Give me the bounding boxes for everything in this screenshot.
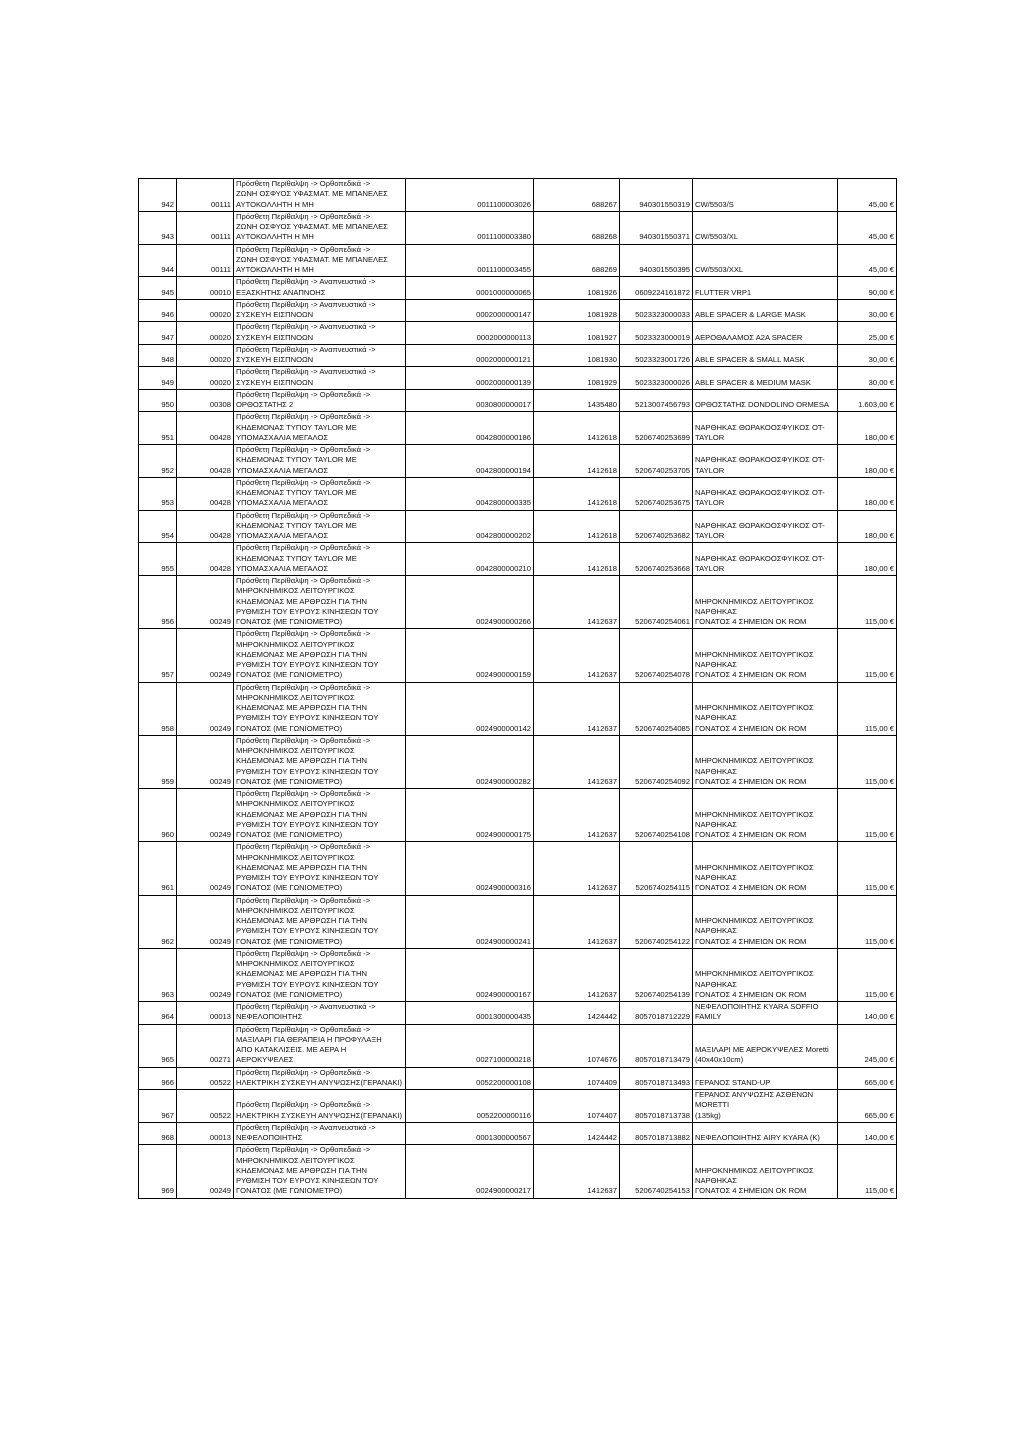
category-code: 00522 [177,1090,234,1123]
product-id: 1412637 [534,1145,620,1198]
category-code: 00428 [177,543,234,576]
product-name: ΜΗΡΟΚΝΗΜΙΚΟΣ ΛΕΙΤΟΥΡΓΙΚΟΣ ΝΑΡΘΗΚΑΣ ΓΟΝΑΤΟΣ 4 ΣΗΜΕΙΩΝ ΟΚ ROM [693,948,838,1001]
table-row [139,367,897,390]
product-id: 1412618 [534,477,620,510]
barcode: 5206740253705 [620,445,693,478]
category-code: 00522 [177,1067,234,1090]
row-number: 949 [139,367,177,390]
category-code: 00249 [177,842,234,895]
barcode: 5206740254122 [620,895,693,948]
product-name: ΓΕΡΑΝΟΣ STAND-UP [693,1067,838,1090]
product-id: 1412618 [534,510,620,543]
product-name: ΓΕΡΑΝΟΣ ΑΝΥΨΩΣΗΣ ΑΣΘΕΝΩΝ MORETTI (135kg) [693,1090,838,1123]
product-id: 1412637 [534,895,620,948]
product-name: ΜΗΡΟΚΝΗΜΙΚΟΣ ΛΕΙΤΟΥΡΓΙΚΟΣ ΝΑΡΘΗΚΑΣ ΓΟΝΑΤΟΣ 4 ΣΗΜΕΙΩΝ ΟΚ ROM [693,842,838,895]
price: 115,00 € [838,682,897,735]
category-description: Πρόσθετη Περίθαλψη -> Ορθοπεδικά -> ΚΗΔΕΜΟΝΑΣ ΤΥΠΟΥ TAYLOR ΜΕ ΥΠΟΜΑΣΧΑΛΙΑ ΜΕΓΑΛΟΣ [234,477,406,510]
table-row [139,1067,897,1090]
price: 45,00 € [838,179,897,212]
category-code: 00020 [177,367,234,390]
category-code: 00428 [177,477,234,510]
eopyy-code: 0024900000142 [406,682,534,735]
barcode: 5206740253668 [620,543,693,576]
product-id: 688267 [534,179,620,212]
row-number: 959 [139,735,177,788]
price: 115,00 € [838,629,897,682]
category-code: 00428 [177,412,234,445]
row-number: 968 [139,1122,177,1145]
eopyy-code: 0002000000139 [406,367,534,390]
table-row [139,543,897,576]
row-number: 963 [139,948,177,1001]
barcode: 8057018713882 [620,1122,693,1145]
product-id: 688268 [534,211,620,244]
product-id: 1412637 [534,842,620,895]
row-number: 953 [139,477,177,510]
product-name: ΜΗΡΟΚΝΗΜΙΚΟΣ ΛΕΙΤΟΥΡΓΙΚΟΣ ΝΑΡΘΗΚΑΣ ΓΟΝΑΤΟΣ 4 ΣΗΜΕΙΩΝ ΟΚ ROM [693,735,838,788]
category-description: Πρόσθετη Περίθαλψη -> Ορθοπεδικά -> ΚΗΔΕΜΟΝΑΣ ΤΥΠΟΥ TAYLOR ΜΕ ΥΠΟΜΑΣΧΑΛΙΑ ΜΕΓΑΛΟΣ [234,412,406,445]
category-code: 00020 [177,322,234,345]
table-row [139,277,897,300]
barcode: 5206740254061 [620,576,693,629]
row-number: 967 [139,1090,177,1123]
row-number: 962 [139,895,177,948]
eopyy-code: 0052200000108 [406,1067,534,1090]
category-description: Πρόσθετη Περίθαλψη -> Ορθοπεδικά -> ΚΗΔΕΜΟΝΑΣ ΤΥΠΟΥ TAYLOR ΜΕ ΥΠΟΜΑΣΧΑΛΙΑ ΜΕΓΑΛΟΣ [234,445,406,478]
barcode: 5206740254115 [620,842,693,895]
table-row [139,445,897,478]
table-row [139,322,897,345]
price: 180,00 € [838,510,897,543]
price: 140,00 € [838,1002,897,1025]
category-description: Πρόσθετη Περίθαλψη -> Αναπνευστικά -> ΝΕΦΕΛΟΠΟΙΗΤΗΣ [234,1002,406,1025]
category-description: Πρόσθετη Περίθαλψη -> Ορθοπεδικά -> ΗΛΕΚΤΡΙΚΗ ΣΥΣΚΕΥΗ ΑΝΥΨΩΣΗΣ(ΓΕΡΑΝΑΚΙ) [234,1090,406,1123]
eopyy-code: 0030800000017 [406,389,534,412]
product-id: 1074676 [534,1024,620,1067]
table-row [139,389,897,412]
price: 115,00 € [838,576,897,629]
category-description: Πρόσθετη Περίθαλψη -> Αναπνευστικά -> ΣΥΣΚΕΥΗ ΕΙΣΠΝΟΩΝ [234,344,406,367]
barcode: 8057018713738 [620,1090,693,1123]
category-description: Πρόσθετη Περίθαλψη -> Ορθοπεδικά -> ΜΗΡΟΚΝΗΜΙΚΟΣ ΛΕΙΤΟΥΡΓΙΚΟΣ ΚΗΔΕΜΟΝΑΣ ΜΕ ΑΡΘΡΩΣΗ ΓΙΑ ΤΗΝ ΡΥΘΜΙΣΗ ΤΟΥ ΕΥΡΟΥΣ ΚΙΝΗΣΕΩΝ ΤΟΥ ΓΟΝΑΤΟΣ (ΜΕ ΓΩΝΙΟΜΕΤΡΟ) [234,735,406,788]
eopyy-code: 0042800000194 [406,445,534,478]
eopyy-code: 0002000000147 [406,299,534,322]
category-description: Πρόσθετη Περίθαλψη -> Ορθοπεδικά -> ΜΗΡΟΚΝΗΜΙΚΟΣ ΛΕΙΤΟΥΡΓΙΚΟΣ ΚΗΔΕΜΟΝΑΣ ΜΕ ΑΡΘΡΩΣΗ ΓΙΑ ΤΗΝ ΡΥΘΜΙΣΗ ΤΟΥ ΕΥΡΟΥΣ ΚΙΝΗΣΕΩΝ ΤΟΥ ΓΟΝΑΤΟΣ (ΜΕ ΓΩΝΙΟΜΕΤΡΟ) [234,1145,406,1198]
category-description: Πρόσθετη Περίθαλψη -> Ορθοπεδικά -> ΜΗΡΟΚΝΗΜΙΚΟΣ ΛΕΙΤΟΥΡΓΙΚΟΣ ΚΗΔΕΜΟΝΑΣ ΜΕ ΑΡΘΡΩΣΗ ΓΙΑ ΤΗΝ ΡΥΘΜΙΣΗ ΤΟΥ ΕΥΡΟΥΣ ΚΙΝΗΣΕΩΝ ΤΟΥ ΓΟΝΑΤΟΣ (ΜΕ ΓΩΝΙΟΜΕΤΡΟ) [234,682,406,735]
eopyy-code: 0011100003455 [406,244,534,277]
row-number: 945 [139,277,177,300]
barcode: 8057018713479 [620,1024,693,1067]
row-number: 969 [139,1145,177,1198]
category-description: Πρόσθετη Περίθαλψη -> Ορθοπεδικά -> ΜΗΡΟΚΝΗΜΙΚΟΣ ΛΕΙΤΟΥΡΓΙΚΟΣ ΚΗΔΕΜΟΝΑΣ ΜΕ ΑΡΘΡΩΣΗ ΓΙΑ ΤΗΝ ΡΥΘΜΙΣΗ ΤΟΥ ΕΥΡΟΥΣ ΚΙΝΗΣΕΩΝ ΤΟΥ ΓΟΝΑΤΟΣ (ΜΕ ΓΩΝΙΟΜΕΤΡΟ) [234,629,406,682]
eopyy-code: 0001300000567 [406,1122,534,1145]
table-row [139,789,897,842]
category-code: 00111 [177,211,234,244]
row-number: 958 [139,682,177,735]
table-row [139,895,897,948]
product-id: 1074409 [534,1067,620,1090]
table-row [139,344,897,367]
price: 25,00 € [838,322,897,345]
table-row [139,735,897,788]
category-description: Πρόσθετη Περίθαλψη -> Αναπνευστικά -> ΕΞΑΣΚΗΤΗΣ ΑΝΑΠΝΟΗΣ [234,277,406,300]
row-number: 964 [139,1002,177,1025]
category-code: 00249 [177,895,234,948]
price: 665,00 € [838,1090,897,1123]
row-number: 966 [139,1067,177,1090]
table-row [139,412,897,445]
category-description: Πρόσθετη Περίθαλψη -> Ορθοπεδικά -> ΗΛΕΚΤΡΙΚΗ ΣΥΣΚΕΥΗ ΑΝΥΨΩΣΗΣ(ΓΕΡΑΝΑΚΙ) [234,1067,406,1090]
product-id: 1435480 [534,389,620,412]
category-code: 00428 [177,445,234,478]
product-name: FLUTTER VRP1 [693,277,838,300]
category-code: 00428 [177,510,234,543]
price: 30,00 € [838,299,897,322]
category-description: Πρόσθετη Περίθαλψη -> Ορθοπεδικά -> ΖΩΝΗ ΟΣΦΥΟΣ ΥΦΑΣΜΑΤ. ΜΕ ΜΠΑΝΕΛΕΣ ΑΥΤΟΚΟΛΛΗΤΗ Η ΜΗ [234,244,406,277]
price: 180,00 € [838,445,897,478]
price: 30,00 € [838,344,897,367]
price: 140,00 € [838,1122,897,1145]
product-id: 1412637 [534,789,620,842]
row-number: 954 [139,510,177,543]
table-row [139,211,897,244]
category-code: 00308 [177,389,234,412]
category-code: 00013 [177,1122,234,1145]
row-number: 943 [139,211,177,244]
row-number: 961 [139,842,177,895]
barcode: 8057018713493 [620,1067,693,1090]
category-code: 00249 [177,789,234,842]
product-id: 1412618 [534,543,620,576]
category-description: Πρόσθετη Περίθαλψη -> Ορθοπεδικά -> ΜΗΡΟΚΝΗΜΙΚΟΣ ΛΕΙΤΟΥΡΓΙΚΟΣ ΚΗΔΕΜΟΝΑΣ ΜΕ ΑΡΘΡΩΣΗ ΓΙΑ ΤΗΝ ΡΥΘΜΙΣΗ ΤΟΥ ΕΥΡΟΥΣ ΚΙΝΗΣΕΩΝ ΤΟΥ ΓΟΝΑΤΟΣ (ΜΕ ΓΩΝΙΟΜΕΤΡΟ) [234,576,406,629]
product-id: 1412637 [534,629,620,682]
product-name: ΝΑΡΘΗΚΑΣ ΘΩΡΑΚΟΟΣΦΥΙΚΟΣ OT-TAYLOR [693,445,838,478]
product-id: 1412637 [534,948,620,1001]
category-description: Πρόσθετη Περίθαλψη -> Αναπνευστικά -> ΝΕΦΕΛΟΠΟΙΗΤΗΣ [234,1122,406,1145]
category-description: Πρόσθετη Περίθαλψη -> Ορθοπεδικά -> ΜΗΡΟΚΝΗΜΙΚΟΣ ΛΕΙΤΟΥΡΓΙΚΟΣ ΚΗΔΕΜΟΝΑΣ ΜΕ ΑΡΘΡΩΣΗ ΓΙΑ ΤΗΝ ΡΥΘΜΙΣΗ ΤΟΥ ΕΥΡΟΥΣ ΚΙΝΗΣΕΩΝ ΤΟΥ ΓΟΝΑΤΟΣ (ΜΕ ΓΩΝΙΟΜΕΤΡΟ) [234,789,406,842]
product-id: 1424442 [534,1122,620,1145]
product-id: 1412618 [534,445,620,478]
product-name: ΟΡΘΟΣΤΑΤΗΣ DONDOLINO ORMESA [693,389,838,412]
eopyy-code: 0024900000175 [406,789,534,842]
barcode: 5206740254139 [620,948,693,1001]
row-number: 956 [139,576,177,629]
category-description: Πρόσθετη Περίθαλψη -> Ορθοπεδικά -> ΟΡΘΟΣΤΑΤΗΣ 2 [234,389,406,412]
table-row [139,948,897,1001]
product-name: ABLE SPACER & MEDIUM MASK [693,367,838,390]
eopyy-code: 0027100000218 [406,1024,534,1067]
eopyy-code: 0024900000159 [406,629,534,682]
category-description: Πρόσθετη Περίθαλψη -> Αναπνευστικά -> ΣΥΣΚΕΥΗ ΕΙΣΠΝΟΩΝ [234,322,406,345]
category-code: 00013 [177,1002,234,1025]
product-id: 1412637 [534,682,620,735]
category-description: Πρόσθετη Περίθαλψη -> Ορθοπεδικά -> ΚΗΔΕΜΟΝΑΣ ΤΥΠΟΥ TAYLOR ΜΕ ΥΠΟΜΑΣΧΑΛΙΑ ΜΕΓΑΛΟΣ [234,510,406,543]
eopyy-code: 0002000000113 [406,322,534,345]
eopyy-code: 0042800000202 [406,510,534,543]
eopyy-code: 0024900000266 [406,576,534,629]
category-description: Πρόσθετη Περίθαλψη -> Ορθοπεδικά -> ΜΗΡΟΚΝΗΜΙΚΟΣ ΛΕΙΤΟΥΡΓΙΚΟΣ ΚΗΔΕΜΟΝΑΣ ΜΕ ΑΡΘΡΩΣΗ ΓΙΑ ΤΗΝ ΡΥΘΜΙΣΗ ΤΟΥ ΕΥΡΟΥΣ ΚΙΝΗΣΕΩΝ ΤΟΥ ΓΟΝΑΤΟΣ (ΜΕ ΓΩΝΙΟΜΕΤΡΟ) [234,895,406,948]
table-row [139,477,897,510]
row-number: 960 [139,789,177,842]
category-description: Πρόσθετη Περίθαλψη -> Ορθοπεδικά -> ΖΩΝΗ ΟΣΦΥΟΣ ΥΦΑΣΜΑΤ. ΜΕ ΜΠΑΝΕΛΕΣ ΑΥΤΟΚΟΛΛΗΤΗ Η ΜΗ [234,211,406,244]
price: 180,00 € [838,477,897,510]
category-description: Πρόσθετη Περίθαλψη -> Αναπνευστικά -> ΣΥΣΚΕΥΗ ΕΙΣΠΝΟΩΝ [234,299,406,322]
product-name: ΜΑΞΙΛΑΡΙ ΜΕ ΑΕΡΟΚΥΨΕΛΕΣ Moretti (40x40x10cm) [693,1024,838,1067]
category-code: 00111 [177,179,234,212]
product-name: ΜΗΡΟΚΝΗΜΙΚΟΣ ΛΕΙΤΟΥΡΓΙΚΟΣ ΝΑΡΘΗΚΑΣ ΓΟΝΑΤΟΣ 4 ΣΗΜΕΙΩΝ ΟΚ ROM [693,576,838,629]
product-id: 1424442 [534,1002,620,1025]
table-row [139,1024,897,1067]
category-code: 00020 [177,344,234,367]
table-row [139,576,897,629]
barcode: 0609224161872 [620,277,693,300]
price: 115,00 € [838,789,897,842]
category-description: Πρόσθετη Περίθαλψη -> Ορθοπεδικά -> ΚΗΔΕΜΟΝΑΣ ΤΥΠΟΥ TAYLOR ΜΕ ΥΠΟΜΑΣΧΑΛΙΑ ΜΕΓΑΛΟΣ [234,543,406,576]
barcode: 5023323000033 [620,299,693,322]
row-number: 955 [139,543,177,576]
product-id: 1412637 [534,576,620,629]
eopyy-code: 0052200000116 [406,1090,534,1123]
category-description: Πρόσθετη Περίθαλψη -> Ορθοπεδικά -> ΜΗΡΟΚΝΗΜΙΚΟΣ ΛΕΙΤΟΥΡΓΙΚΟΣ ΚΗΔΕΜΟΝΑΣ ΜΕ ΑΡΘΡΩΣΗ ΓΙΑ ΤΗΝ ΡΥΘΜΙΣΗ ΤΟΥ ΕΥΡΟΥΣ ΚΙΝΗΣΕΩΝ ΤΟΥ ΓΟΝΑΤΟΣ (ΜΕ ΓΩΝΙΟΜΕΤΡΟ) [234,948,406,1001]
eopyy-code: 0024900000217 [406,1145,534,1198]
product-name: ABLE SPACER & LARGE MASK [693,299,838,322]
products-table [138,178,897,1199]
eopyy-code: 0024900000167 [406,948,534,1001]
product-name: ΝΕΦΕΛΟΠΟΙΗΤΗΣ AIRY KYARA (K) [693,1122,838,1145]
barcode: 5023323001726 [620,344,693,367]
category-description: Πρόσθετη Περίθαλψη -> Αναπνευστικά -> ΣΥΣΚΕΥΗ ΕΙΣΠΝΟΩΝ [234,367,406,390]
price: 90,00 € [838,277,897,300]
category-code: 00271 [177,1024,234,1067]
product-id: 1081928 [534,299,620,322]
row-number: 946 [139,299,177,322]
table-row [139,842,897,895]
category-description: Πρόσθετη Περίθαλψη -> Ορθοπεδικά -> ΖΩΝΗ ΟΣΦΥΟΣ ΥΦΑΣΜΑΤ. ΜΕ ΜΠΑΝΕΛΕΣ ΑΥΤΟΚΟΛΛΗΤΗ Η ΜΗ [234,179,406,212]
price: 115,00 € [838,842,897,895]
barcode: 940301550395 [620,244,693,277]
price: 245,00 € [838,1024,897,1067]
barcode: 5023323000019 [620,322,693,345]
table-row [139,1145,897,1198]
table-row [139,629,897,682]
product-name: CW/5503/S [693,179,838,212]
table-row [139,179,897,212]
row-number: 947 [139,322,177,345]
table-row [139,244,897,277]
row-number: 952 [139,445,177,478]
product-name: ΜΗΡΟΚΝΗΜΙΚΟΣ ΛΕΙΤΟΥΡΓΙΚΟΣ ΝΑΡΘΗΚΑΣ ΓΟΝΑΤΟΣ 4 ΣΗΜΕΙΩΝ ΟΚ ROM [693,682,838,735]
product-id: 688269 [534,244,620,277]
barcode: 8057018712229 [620,1002,693,1025]
eopyy-code: 0011100003380 [406,211,534,244]
category-code: 00249 [177,735,234,788]
category-code: 00020 [177,299,234,322]
product-id: 1081929 [534,367,620,390]
barcode: 940301550319 [620,179,693,212]
price: 180,00 € [838,543,897,576]
price: 115,00 € [838,948,897,1001]
price: 30,00 € [838,367,897,390]
category-code: 00249 [177,629,234,682]
product-id: 1412637 [534,735,620,788]
price: 45,00 € [838,211,897,244]
table-row [139,1090,897,1123]
eopyy-code: 0001000000065 [406,277,534,300]
table-body [139,179,897,1199]
product-name: ABLE SPACER & SMALL MASK [693,344,838,367]
product-name: ΝΕΦΕΛΟΠΟΙΗΤΗΣ KYARA SOFFIO FAMILY [693,1002,838,1025]
barcode: 5206740253699 [620,412,693,445]
table-row [139,1002,897,1025]
category-code: 00249 [177,1145,234,1198]
product-id: 1081927 [534,322,620,345]
eopyy-code: 0042800000335 [406,477,534,510]
barcode: 5206740254085 [620,682,693,735]
barcode: 5206740254108 [620,789,693,842]
barcode: 5206740254153 [620,1145,693,1198]
category-code: 00249 [177,948,234,1001]
product-name: ΝΑΡΘΗΚΑΣ ΘΩΡΑΚΟΟΣΦΥΙΚΟΣ OT-TAYLOR [693,543,838,576]
row-number: 965 [139,1024,177,1067]
product-name: CW/5503/XXL [693,244,838,277]
barcode: 5206740253675 [620,477,693,510]
price: 665,00 € [838,1067,897,1090]
product-name: ΜΗΡΟΚΝΗΜΙΚΟΣ ΛΕΙΤΟΥΡΓΙΚΟΣ ΝΑΡΘΗΚΑΣ ΓΟΝΑΤΟΣ 4 ΣΗΜΕΙΩΝ ΟΚ ROM [693,789,838,842]
eopyy-code: 0011100003026 [406,179,534,212]
product-name: CW/5503/XL [693,211,838,244]
product-name: ΝΑΡΘΗΚΑΣ ΘΩΡΑΚΟΟΣΦΥΙΚΟΣ OT-TAYLOR [693,510,838,543]
barcode: 5206740254078 [620,629,693,682]
price: 115,00 € [838,1145,897,1198]
row-number: 948 [139,344,177,367]
eopyy-code: 0024900000241 [406,895,534,948]
table-row [139,510,897,543]
barcode: 5206740253682 [620,510,693,543]
product-name: ΝΑΡΘΗΚΑΣ ΘΩΡΑΚΟΟΣΦΥΙΚΟΣ OT-TAYLOR [693,477,838,510]
table-row [139,682,897,735]
eopyy-code: 0001300000435 [406,1002,534,1025]
eopyy-code: 0024900000282 [406,735,534,788]
category-code: 00249 [177,576,234,629]
price: 45,00 € [838,244,897,277]
product-name: ΝΑΡΘΗΚΑΣ ΘΩΡΑΚΟΟΣΦΥΙΚΟΣ OT-TAYLOR [693,412,838,445]
price: 180,00 € [838,412,897,445]
product-name: ΜΗΡΟΚΝΗΜΙΚΟΣ ΛΕΙΤΟΥΡΓΙΚΟΣ ΝΑΡΘΗΚΑΣ ΓΟΝΑΤΟΣ 4 ΣΗΜΕΙΩΝ ΟΚ ROM [693,629,838,682]
eopyy-code: 0024900000316 [406,842,534,895]
row-number: 951 [139,412,177,445]
product-name: ΜΗΡΟΚΝΗΜΙΚΟΣ ΛΕΙΤΟΥΡΓΙΚΟΣ ΝΑΡΘΗΚΑΣ ΓΟΝΑΤΟΣ 4 ΣΗΜΕΙΩΝ ΟΚ ROM [693,1145,838,1198]
barcode: 5213007456793 [620,389,693,412]
row-number: 950 [139,389,177,412]
product-id: 1081926 [534,277,620,300]
product-id: 1081930 [534,344,620,367]
eopyy-code: 0042800000186 [406,412,534,445]
row-number: 944 [139,244,177,277]
price: 1.603,00 € [838,389,897,412]
row-number: 957 [139,629,177,682]
category-description: Πρόσθετη Περίθαλψη -> Ορθοπεδικά -> ΜΗΡΟΚΝΗΜΙΚΟΣ ΛΕΙΤΟΥΡΓΙΚΟΣ ΚΗΔΕΜΟΝΑΣ ΜΕ ΑΡΘΡΩΣΗ ΓΙΑ ΤΗΝ ΡΥΘΜΙΣΗ ΤΟΥ ΕΥΡΟΥΣ ΚΙΝΗΣΕΩΝ ΤΟΥ ΓΟΝΑΤΟΣ (ΜΕ ΓΩΝΙΟΜΕΤΡΟ) [234,842,406,895]
product-id: 1412618 [534,412,620,445]
eopyy-code: 0042800000210 [406,543,534,576]
product-name: ΑΕΡΟΘΑΛΑΜΟΣ Α2Α SPACER [693,322,838,345]
price: 115,00 € [838,735,897,788]
category-code: 00249 [177,682,234,735]
product-name: ΜΗΡΟΚΝΗΜΙΚΟΣ ΛΕΙΤΟΥΡΓΙΚΟΣ ΝΑΡΘΗΚΑΣ ΓΟΝΑΤΟΣ 4 ΣΗΜΕΙΩΝ ΟΚ ROM [693,895,838,948]
category-code: 00010 [177,277,234,300]
price: 115,00 € [838,895,897,948]
barcode: 940301550371 [620,211,693,244]
category-description: Πρόσθετη Περίθαλψη -> Ορθοπεδικά -> ΜΑΞΙΛΑΡΙ ΓΙΑ ΘΕΡΑΠΕΙΑ Η ΠΡΟΦΥΛΑΞΗ ΑΠΟ ΚΑΤΑΚΛΙΣΕΙΣ. ΜΕ ΑΕΡΑ Η ΑΕΡΟΚΥΨΕΛΕΣ [234,1024,406,1067]
barcode: 5206740254092 [620,735,693,788]
barcode: 5023323000026 [620,367,693,390]
product-id: 1074407 [534,1090,620,1123]
table-row [139,299,897,322]
category-code: 00111 [177,244,234,277]
eopyy-code: 0002000000121 [406,344,534,367]
table-row [139,1122,897,1145]
row-number: 942 [139,179,177,212]
